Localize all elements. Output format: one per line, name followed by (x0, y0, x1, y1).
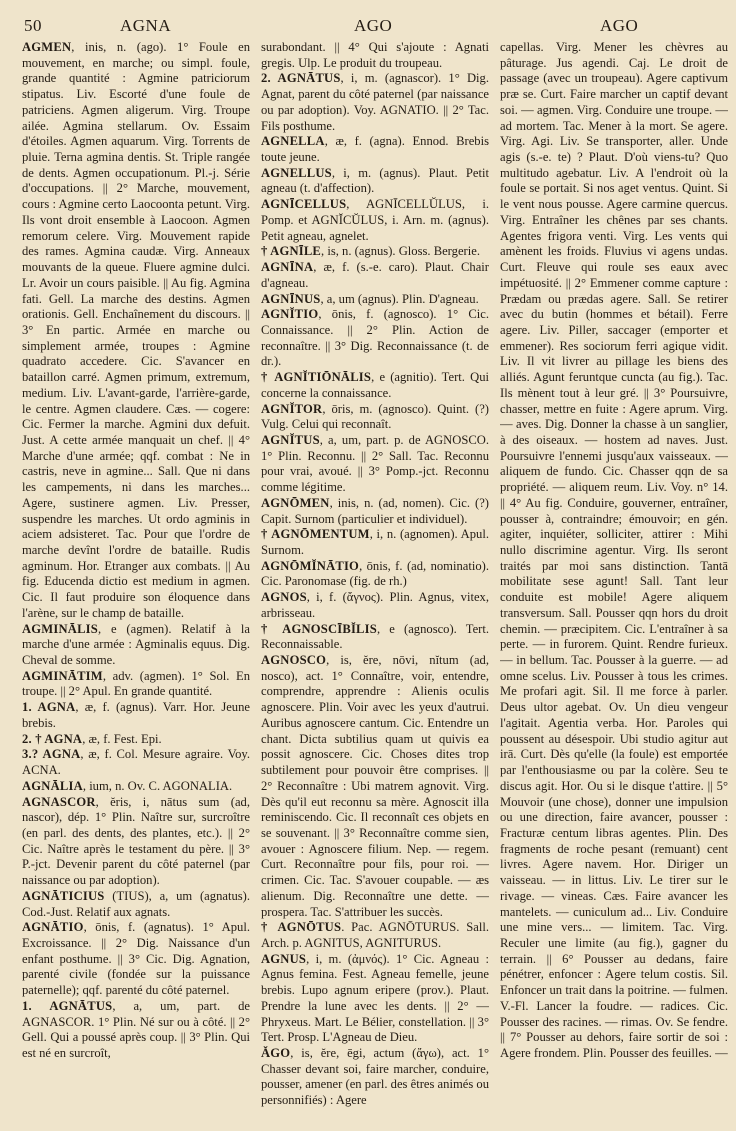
entry-headword: † AGNĬTIŌNĀLIS (261, 370, 372, 385)
entry-headword: AGNELLA (261, 134, 325, 149)
dictionary-entry: AGNŌMEN, inis, n. (ad, nomen). Cic. (?) Capit. Surnom (particulier et individuel). (261, 495, 489, 526)
entry-headword: AGNASCOR (22, 794, 96, 809)
entry-headword: AGNŌMĬNĀTIO (261, 558, 360, 573)
entry-headword: AGNĬTIO (261, 307, 319, 322)
dictionary-entry: AGMINĀTIM, adv. (agmen). 1° Sol. En troupe. || 2° Apul. En grande quantité. (22, 668, 250, 699)
dictionary-entry: AGNĪNUS, a, um (agnus). Plin. D'agneau. (261, 291, 479, 306)
entry-headword: AGNOS (261, 590, 307, 605)
entry-headword: 3.? AGNA (22, 747, 81, 762)
entry-headword: AGNĪNA (261, 260, 314, 275)
dictionary-entry: capellas. Virg. Mener les chèvres au pâturage. Jus agendi. Caj. Le droit de passage (avec un troupeau). Agere captivum præ se. Curt. Faire marcher un captif devant soi. — agmen. Virg. Conduire une troupe. — ad mortem. Tac. Mener à la mort. Se agere. Virg. Agi. Liv. Se transporter, aller. Unde agis (s.-e. te) ? Plaut. D'où viens-tu? Quo multitudo agebatur. Liv. A l'endroit où la foule se portait. Si nos aget ventus. Quint. Si le vent nous pousse. Agere carmine quercus. Virg. Entraîner les chênes par ses chants. Agentes frigora venti. Virg. Les vents qui amènent les froids. Fluvius vi agens undas. Curt. Fleuve qui roule ses eaux avec impétuosité. || 2° Emmener comme capture : Prædam ou prædas agere. Sall. Se retirer avec du butin (hommes et bétail). Ferre agere. Liv. Piller, saccager (emporter et emmener). Res sociorum ferri agique vidit. Liv. Il vit livrer au pillage les biens des alliés. Agunt feruntque cuncta (au fig.). Tac. Ils mènent tout à leur gré. || 3° Poursuivre, chasser, mettre en fuite : Agere aprum. Virg. — aves. Dig. Donner la chasse à un sanglier, à des oiseaux. — hostem ad naves. Just. Poursuivre l'ennemi jusqu'aux vaisseaux. — aliquem de fundo. Cic. Chasser qqn de sa propriété. — aliquem reum. Liv. Voy. n° 14. || 4° Au fig. Conduire, gouverner, entraîner, pousser à, contraindre; émouvoir; en gén. agiter, inquiéter, solliciter, attirer : Mihi nullo discrimine agentur. Virg. Ils seront traités par moi sans distinction. Tantā mobilitate sese agunt! Sall. Tant leur conduite est mobile! Agere aliquem transversum. Sall. Pousser qqn hors du droit chemin. — præcipitem. Cic. L'entraîner à sa perte. — in furorem. Quint. Rendre furieux. — in bellum. Tac. Pousser à la guerre. — ad omne scelus. Liv. Pousser à tous les crimes. Me profari agit. Sil. Il me force à parler. Deus ultor agebat. Ov. Un dieu vengeur l'agitait. Agentia verba. Hor. Paroles qui poussent au désespoir. Ubi studio agitur aut irā. Curt. Dès qu'elle (la foule) est emportée par l'enthousiasme ou par la colère. Seu te discus agit. Hor. Ou si le disque t'attire. || 5° Mouvoir (une chose), donner une impulsion ou une direction, faire avancer, pousser : Fracturæ centum libras agentes. Plin. Des fragments de roche pesant (remuant) cent livres. Agere navem. Hor. Diriger un vaisseau. — in littus. Liv. Le tirer sur le rivage. — vineas. Cæs. Faire avancer les mantelets. — cuniculum ad... Liv. Conduire une mine vers... — limitem. Tac. Virg. Reculer une limite (au fig.), gagner du terrain. || 6° Pousser au dedans, faire pénétrer, enfoncer : Agere telum costis. Sil. Enfoncer un trait dans la poitrine. — fulmen. V.-Fl. Lancer la foudre. — radices. Cic. Pousser des racines. — rimas. Ov. Se fendre. || 7° Pousser au dehors, faire sortir de soi : Agere frondem. Plin. Pousser des feuilles. — (500, 40, 728, 1060)
dictionary-entry: AGNĪCELLUS, AGNĪCELLŬLUS, i. Pomp. et AGNĬCŬLUS, i. Arn. m. (agnus). Petit agneau, agnelet. (261, 197, 489, 243)
dictionary-entry: † AGNŌTUS. Pac. AGNŌTURUS. Sall. Arch. p. AGNITUS, AGNITURUS. (261, 920, 489, 950)
dictionary-entry: 1. AGNĀTUS, a, um, part. de AGNASCOR. 1° Plin. Né sur ou à côté. || 2° Gell. Qui a poussé après coup. || 3° Plin. Qui est né en surcroît, (22, 998, 250, 1060)
dictionary-entry: AGNĬTUS, a, um, part. p. de AGNOSCO. 1° Plin. Reconnu. || 2° Sall. Tac. Reconnu pour vrai, avoué. || 3° Pomp.-jct. Reconnu comme légitime. (261, 432, 489, 495)
dictionary-entry: 1. AGNA, æ, f. (agnus). Varr. Hor. Jeune brebis. (22, 700, 250, 730)
text-columns (22, 40, 728, 1125)
dictionary-entry: AGNĬTOR, ōris, m. (agnosco). Quint. (?) Vulg. Celui qui reconnaît. (261, 401, 489, 432)
dictionary-entry: AGNOS, i, f. (ἄγνος). Plin. Agnus, vitex, arbrisseau. (261, 590, 489, 620)
dictionary-entry: AGNĀTICIUS (TIUS), a, um (agnatus). Cod.-Just. Relatif aux agnats. (22, 888, 250, 919)
dictionary-entry: AGMEN, inis, n. (ago). 1° Foule en mouvement, en marche; ou simpl. foule, grande quantité : Agmine patriciorum stipatus. Liv. Escorté d'une foule de patriciens. Agmen aligerum. Virg. Troupe ailée. Agmina stellarum. Ov. Essaim d'étoiles. Agmen aquarum. Virg. Torrents de pluie. Terna agmina dentis. St. Triple rangée de dents. Agmen occupationum. Pl.-j. Série d'occupations. || 2° Marche, mouvement, cours : Agmine certo Laocoonta petunt. Virg. Ils vont droit ensemble à Laocoon. Agmen remorum celere. Virg. Mouvement rapide des rames. Agmina caudæ. Virg. Anneaux mouvants de la queue. Fluere agmine dulci. Lr. Avoir un cours paisible. || Au fig. Agmina fati. Gell. La marche des destins. Agmen orationis. Gell. Enchaînement du discours. || 3° En partic. Armée en marche ou simplement armée, troupes : Agmine quadrato accedere. Cic. S'avancer en bataillon carré. Agmen primum, extremum, medium. Liv. L'avant-garde, l'arrière-garde, le centre. Agmen claudere. Cæs. — cogere: Cic. Fermer la marche. Agmini dux defuit. Just. A cette armée manquait un chef. || 4° Marche d'une armée; qqf. combat : Ne in castris, neve in agmine... Sall. Que ni dans les campements, ni dans les marches... Agere, sustinere agmen. Liv. Presser, suspendre les marches. Ut ordo agminis in aciem adsisteret. Tac. Pour que l'ordre de marche devînt l'ordre de bataille. Rudis agminum. Hor. Etranger aux combats. || Au fig. Educenda dictio est medium in agmen. Cic. Il faut produire son éloquence dans l'arène, sur le champ de bataille. (22, 40, 250, 620)
entry-headword: AGMINĀTIM (22, 668, 103, 683)
entry-headword: 1. AGNA (22, 700, 76, 715)
entry-headword: † AGNŌTUS (261, 920, 342, 935)
entry-headword: † AGNŌMENTUM (261, 527, 370, 542)
entry-headword: AGNĀLIA (22, 778, 83, 793)
dictionary-entry: AGNĀTIO, ōnis, f. (agnatus). 1° Apul. Excroissance. || 2° Dig. Naissance d'un enfant posthume. || 3° Cic. Dig. Agnation, parenté civile (fondée sur la puissance paternelle); qqf. parenté du côté paternel. (22, 920, 250, 998)
dictionary-entry: AGNELLUS, i, m. (agnus). Plaut. Petit agneau (t. d'affection). (261, 165, 489, 196)
dictionary-entry: AGNELLA, æ, f. (agna). Ennod. Brebis toute jeune. (261, 134, 489, 165)
column-right (500, 40, 728, 1125)
column-left (22, 40, 250, 1125)
entry-headword: AGNŌMEN (261, 495, 330, 510)
entry-headword: AGNĪNUS (261, 291, 321, 306)
page-number: 50 (24, 16, 42, 35)
entry-headword: AGNĬTUS (261, 432, 320, 447)
dictionary-entry: AGNĀLIA, ium, n. Ov. C. AGONALIA. (22, 778, 233, 793)
dictionary-entry: ĂGO, is, ĕre, ēgi, actum (ἄγω), act. 1° Chasser devant soi, faire marcher, conduire, pousser, amener (en parl. des êtres animés ou personnifiés) : Agere (261, 1046, 489, 1108)
dictionary-entry: AGNOSCO, is, ĕre, nōvi, nĭtum (ad, nosco), act. 1° Connaître, voir, entendre, comprendre, apprendre : Alienis oculis agnoscere. Plin. Voir avec les yeux d'autrui. Auribus agnoscere cantum. Cic. Entendre un chant. Dicta subtilius quam ut quivis ea possit agnoscere. Cic. Choses dites trop subtilement pour pouvoir être comprises. || 2° Reconnaître : Ubi matrem agnovit. Virg. Dès qu'il eut reconnu sa mère. Agnoscit illa reminiscendo. Cic. Il reconnaît ces objets en se souvenant. || 3° Reconnaître comme sien, avouer : Agnoscere filium. Nep. — regem. Curt. Reconnaître pour fils, pour roi. — crimen. Cic. Tac. S'avouer coupable. — æs alienum. Dig. Reconnaître une dette. — prospera. Tac. S'attribuer les succès. (261, 653, 489, 919)
entry-headword: AGMEN (22, 40, 72, 54)
entry-headword: † AGNOSCĪBĬLIS (261, 621, 377, 636)
entry-headword: 2. † AGNA (22, 731, 83, 746)
dictionary-entry: † AGNOSCĪBĬLIS, e (agnosco). Tert. Reconnaissable. (261, 621, 489, 652)
dictionary-entry: 2. † AGNA, æ, f. Fest. Epi. (22, 731, 162, 746)
entry-headword: ĂGO (261, 1046, 291, 1060)
dictionary-entry: surabondant. || 4° Qui s'ajoute : Agnati gregis. Ulp. Le produit du troupeau. (261, 40, 489, 70)
entry-headword: AGNUS (261, 951, 307, 966)
entry-headword: AGMINĀLIS (22, 621, 98, 636)
dictionary-entry: AGNŌMĬNĀTIO, ōnis, f. (ad, nominatio). Cic. Paronomase (fig. de rh.) (261, 558, 489, 589)
dictionary-entry: 2. AGNĀTUS, i, m. (agnascor). 1° Dig. Agnat, parent du côté paternel (par naissance ou par adoption). Voy. AGNATIO. || 2° Tac. Fils posthume. (261, 71, 489, 133)
column-middle (261, 40, 489, 1125)
dictionary-entry: † AGNŌMENTUM, i, n. (agnomen). Apul. Surnom. (261, 527, 489, 557)
guide-word-center: AGO (354, 16, 393, 35)
entry-headword: AGNĀTIO (22, 920, 84, 935)
entry-headword: AGNĪCELLUS (261, 197, 347, 212)
dictionary-entry: AGNĬTIO, ōnis, f. (agnosco). 1° Cic. Connaissance. || 2° Plin. Action de reconnaître. || 3° Dig. Reconnaissance (t. de dr.). (261, 307, 489, 369)
entry-headword: † AGNĪLE (261, 244, 322, 259)
dictionary-entry: AGMINĀLIS, e (agmen). Relatif à la marche d'une armée : Agminalis equus. Dig. Cheval de somme. (22, 621, 250, 668)
dictionary-entry: AGNUS, i, m. (ἀμνός). 1° Cic. Agneau : Agnus femina. Fest. Agneau femelle, jeune brebis. Lupo agnum eripere (prov.). Plaut. Prendre la lune avec les dents. || 2° — Phryxeus. Mart. Le Bélier, constellation. || 3° Tert. Prosp. L'Agneau de Dieu. (261, 951, 489, 1045)
entry-headword: AGNOSCO (261, 653, 327, 668)
running-header (10, 16, 726, 38)
entry-headword: AGNELLUS (261, 165, 332, 180)
dictionary-entry: † AGNĪLE, is, n. (agnus). Gloss. Bergerie. (261, 244, 480, 259)
dictionary-entry: † AGNĬTIŌNĀLIS, e (agnitio). Tert. Qui concerne la connaissance. (261, 370, 489, 400)
entry-headword: 1. AGNĀTUS (22, 998, 113, 1013)
entry-headword: AGNĀTICIUS (22, 888, 105, 903)
dictionary-entry: AGNASCOR, ĕris, i, nātus sum (ad, nascor), dép. 1° Plin. Naître sur, surcroître (en parl. des dents, des plantes, etc.). || 2° Cic. Naître après le testament du père. || 3° P.-jct. Devenir parent du côté paternel (par naissance ou par adoption). (22, 794, 250, 888)
dictionary-entry: AGNĪNA, æ, f. (s.-e. caro). Plaut. Chair d'agneau. (261, 260, 489, 290)
dictionary-entry: 3.? AGNA, æ, f. Col. Mesure agraire. Voy. ACNA. (22, 747, 250, 778)
entry-headword: 2. AGNĀTUS (261, 71, 341, 86)
guide-word-left: AGNA (120, 16, 172, 35)
entry-headword: AGNĬTOR (261, 401, 323, 416)
guide-word-right: AGO (600, 16, 639, 35)
